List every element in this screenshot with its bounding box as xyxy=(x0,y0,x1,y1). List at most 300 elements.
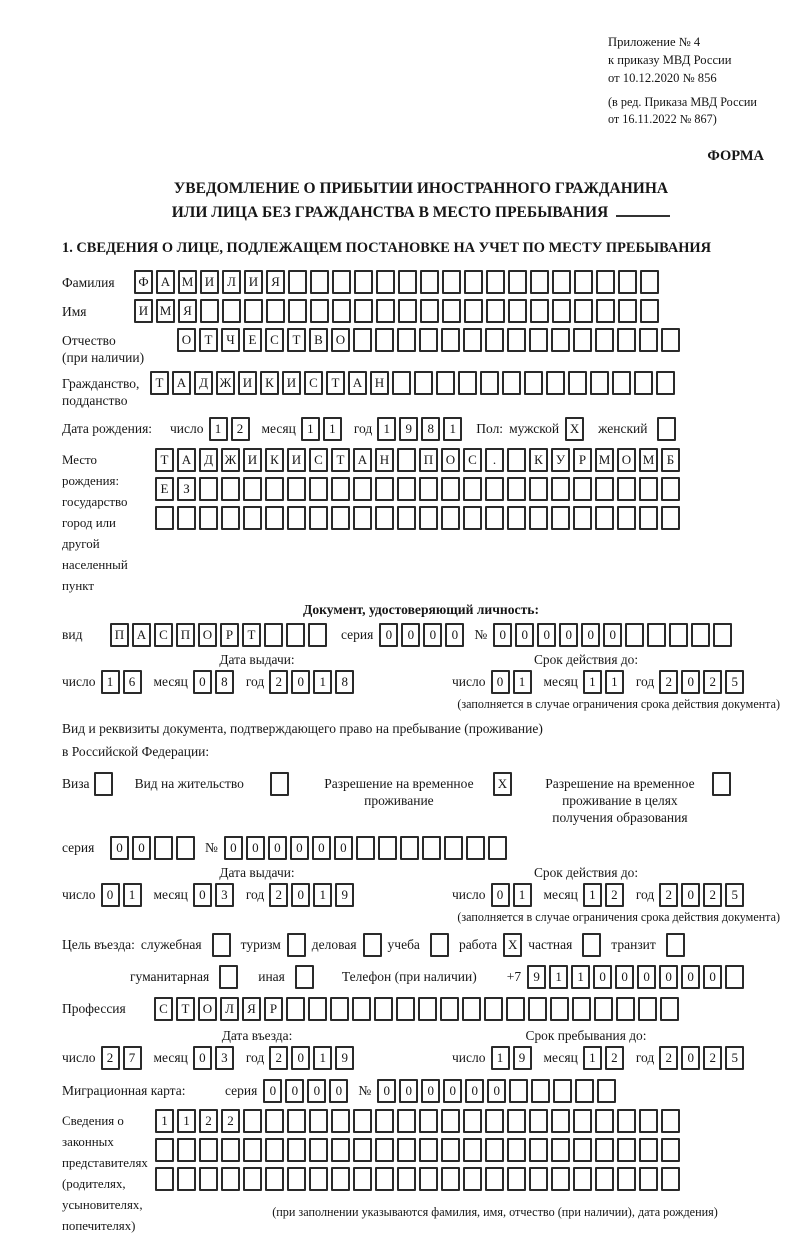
char-cell[interactable] xyxy=(397,1167,416,1191)
char-cell[interactable] xyxy=(374,997,393,1021)
char-cell[interactable]: 1 xyxy=(177,1109,196,1133)
char-cell[interactable] xyxy=(660,997,679,1021)
char-cell[interactable] xyxy=(331,1138,350,1162)
char-cell[interactable] xyxy=(287,506,306,530)
char-cell[interactable]: 0 xyxy=(329,1079,348,1103)
char-cell[interactable] xyxy=(177,506,196,530)
char-cell[interactable] xyxy=(595,477,614,501)
char-cell[interactable]: 2 xyxy=(703,670,722,694)
char-cell[interactable] xyxy=(574,270,593,294)
char-cell[interactable]: 9 xyxy=(513,1046,532,1070)
char-cell[interactable] xyxy=(661,506,680,530)
char-cell[interactable] xyxy=(265,1167,284,1191)
char-cell[interactable]: 1 xyxy=(155,1109,174,1133)
char-cell[interactable] xyxy=(573,1109,592,1133)
char-cell[interactable]: 0 xyxy=(401,623,420,647)
char-cell[interactable]: 1 xyxy=(513,670,532,694)
char-cell[interactable] xyxy=(551,1167,570,1191)
char-cell[interactable] xyxy=(634,371,653,395)
char-cell[interactable]: З xyxy=(177,477,196,501)
char-cell[interactable] xyxy=(550,997,569,1021)
char-cell[interactable] xyxy=(530,299,549,323)
purpose-transit-checkbox[interactable] xyxy=(666,933,685,957)
char-cell[interactable] xyxy=(397,448,416,472)
char-cell[interactable] xyxy=(309,506,328,530)
char-cell[interactable] xyxy=(594,997,613,1021)
char-cell[interactable] xyxy=(331,506,350,530)
char-cell[interactable]: 0 xyxy=(559,623,578,647)
char-cell[interactable]: 0 xyxy=(593,965,612,989)
char-cell[interactable]: Д xyxy=(194,371,213,395)
char-cell[interactable] xyxy=(616,997,635,1021)
char-cell[interactable] xyxy=(420,299,439,323)
char-cell[interactable] xyxy=(507,1167,526,1191)
char-cell[interactable]: М xyxy=(178,270,197,294)
char-cell[interactable] xyxy=(573,1138,592,1162)
char-cell[interactable] xyxy=(265,1109,284,1133)
char-cell[interactable]: Т xyxy=(287,328,306,352)
char-cell[interactable] xyxy=(287,1109,306,1133)
char-cell[interactable]: 0 xyxy=(110,836,129,860)
char-cell[interactable] xyxy=(353,477,372,501)
char-cell[interactable] xyxy=(375,328,394,352)
char-cell[interactable] xyxy=(221,477,240,501)
char-cell[interactable] xyxy=(442,299,461,323)
char-cell[interactable]: Е xyxy=(155,477,174,501)
char-cell[interactable]: О xyxy=(441,448,460,472)
char-cell[interactable] xyxy=(485,1109,504,1133)
char-cell[interactable] xyxy=(309,1138,328,1162)
char-cell[interactable]: Я xyxy=(178,299,197,323)
char-cell[interactable] xyxy=(353,1109,372,1133)
char-cell[interactable] xyxy=(441,477,460,501)
char-cell[interactable]: Н xyxy=(370,371,389,395)
char-cell[interactable]: 0 xyxy=(193,883,212,907)
char-cell[interactable] xyxy=(310,270,329,294)
char-cell[interactable]: Ф xyxy=(134,270,153,294)
char-cell[interactable]: М xyxy=(639,448,658,472)
char-cell[interactable] xyxy=(154,836,173,860)
char-cell[interactable] xyxy=(530,270,549,294)
char-cell[interactable]: 0 xyxy=(637,965,656,989)
char-cell[interactable] xyxy=(647,623,666,647)
char-cell[interactable]: С xyxy=(265,328,284,352)
char-cell[interactable]: 0 xyxy=(263,1079,282,1103)
char-cell[interactable] xyxy=(596,270,615,294)
char-cell[interactable] xyxy=(531,1079,550,1103)
char-cell[interactable] xyxy=(244,299,263,323)
char-cell[interactable]: 0 xyxy=(681,1046,700,1070)
char-cell[interactable] xyxy=(330,997,349,1021)
char-cell[interactable]: 1 xyxy=(301,417,320,441)
char-cell[interactable]: 0 xyxy=(465,1079,484,1103)
char-cell[interactable]: 2 xyxy=(231,417,250,441)
char-cell[interactable] xyxy=(507,506,526,530)
char-cell[interactable] xyxy=(618,299,637,323)
char-cell[interactable] xyxy=(574,299,593,323)
char-cell[interactable]: 0 xyxy=(445,623,464,647)
char-cell[interactable] xyxy=(199,506,218,530)
char-cell[interactable]: А xyxy=(353,448,372,472)
char-cell[interactable]: А xyxy=(156,270,175,294)
char-cell[interactable]: 8 xyxy=(335,670,354,694)
char-cell[interactable]: 0 xyxy=(421,1079,440,1103)
char-cell[interactable]: 0 xyxy=(493,623,512,647)
option-temp-residence-education-checkbox[interactable] xyxy=(712,772,731,796)
char-cell[interactable]: . xyxy=(485,448,504,472)
char-cell[interactable] xyxy=(590,371,609,395)
char-cell[interactable]: 0 xyxy=(291,883,310,907)
sex-male-checkbox[interactable]: X xyxy=(565,417,584,441)
char-cell[interactable] xyxy=(287,1138,306,1162)
char-cell[interactable]: 1 xyxy=(323,417,342,441)
char-cell[interactable]: 0 xyxy=(224,836,243,860)
char-cell[interactable]: 0 xyxy=(285,1079,304,1103)
char-cell[interactable] xyxy=(419,506,438,530)
purpose-humanitarian-checkbox[interactable] xyxy=(219,965,238,989)
char-cell[interactable]: И xyxy=(244,270,263,294)
char-cell[interactable] xyxy=(265,477,284,501)
char-cell[interactable] xyxy=(331,1109,350,1133)
char-cell[interactable]: Р xyxy=(220,623,239,647)
char-cell[interactable]: 0 xyxy=(659,965,678,989)
char-cell[interactable] xyxy=(264,623,283,647)
char-cell[interactable] xyxy=(568,371,587,395)
char-cell[interactable]: 1 xyxy=(583,883,602,907)
char-cell[interactable] xyxy=(265,506,284,530)
purpose-commercial-checkbox[interactable] xyxy=(363,933,382,957)
char-cell[interactable] xyxy=(286,623,305,647)
char-cell[interactable] xyxy=(552,270,571,294)
char-cell[interactable]: 0 xyxy=(603,623,622,647)
char-cell[interactable]: Л xyxy=(220,997,239,1021)
char-cell[interactable] xyxy=(485,477,504,501)
char-cell[interactable] xyxy=(528,997,547,1021)
char-cell[interactable]: Т xyxy=(155,448,174,472)
char-cell[interactable] xyxy=(397,1138,416,1162)
char-cell[interactable]: 0 xyxy=(291,670,310,694)
char-cell[interactable] xyxy=(463,1138,482,1162)
char-cell[interactable] xyxy=(617,1138,636,1162)
char-cell[interactable] xyxy=(286,997,305,1021)
char-cell[interactable] xyxy=(507,328,526,352)
char-cell[interactable]: 0 xyxy=(537,623,556,647)
char-cell[interactable] xyxy=(466,836,485,860)
char-cell[interactable] xyxy=(221,506,240,530)
char-cell[interactable]: 0 xyxy=(379,623,398,647)
char-cell[interactable]: С xyxy=(309,448,328,472)
char-cell[interactable]: 7 xyxy=(123,1046,142,1070)
char-cell[interactable] xyxy=(221,1167,240,1191)
char-cell[interactable]: П xyxy=(110,623,129,647)
char-cell[interactable] xyxy=(375,506,394,530)
char-cell[interactable] xyxy=(441,1138,460,1162)
char-cell[interactable] xyxy=(507,1138,526,1162)
char-cell[interactable] xyxy=(441,1109,460,1133)
char-cell[interactable] xyxy=(573,506,592,530)
char-cell[interactable]: 0 xyxy=(193,1046,212,1070)
char-cell[interactable] xyxy=(529,1109,548,1133)
char-cell[interactable] xyxy=(155,506,174,530)
char-cell[interactable] xyxy=(669,623,688,647)
char-cell[interactable]: 6 xyxy=(123,670,142,694)
char-cell[interactable] xyxy=(414,371,433,395)
char-cell[interactable] xyxy=(397,506,416,530)
char-cell[interactable] xyxy=(463,1109,482,1133)
char-cell[interactable] xyxy=(572,997,591,1021)
char-cell[interactable] xyxy=(573,328,592,352)
char-cell[interactable]: М xyxy=(156,299,175,323)
char-cell[interactable] xyxy=(200,299,219,323)
char-cell[interactable]: 2 xyxy=(659,1046,678,1070)
char-cell[interactable] xyxy=(507,448,526,472)
char-cell[interactable] xyxy=(177,1167,196,1191)
char-cell[interactable]: 1 xyxy=(583,1046,602,1070)
char-cell[interactable] xyxy=(177,1138,196,1162)
char-cell[interactable] xyxy=(353,328,372,352)
char-cell[interactable]: У xyxy=(551,448,570,472)
char-cell[interactable] xyxy=(639,1109,658,1133)
char-cell[interactable] xyxy=(463,477,482,501)
char-cell[interactable] xyxy=(480,371,499,395)
char-cell[interactable]: 2 xyxy=(605,1046,624,1070)
char-cell[interactable]: 0 xyxy=(399,1079,418,1103)
char-cell[interactable] xyxy=(375,1138,394,1162)
char-cell[interactable]: Р xyxy=(573,448,592,472)
purpose-work-checkbox[interactable]: X xyxy=(503,933,522,957)
char-cell[interactable] xyxy=(398,270,417,294)
char-cell[interactable] xyxy=(639,1167,658,1191)
purpose-tourism-checkbox[interactable] xyxy=(287,933,306,957)
char-cell[interactable] xyxy=(243,1109,262,1133)
char-cell[interactable] xyxy=(691,623,710,647)
char-cell[interactable] xyxy=(376,270,395,294)
char-cell[interactable] xyxy=(485,328,504,352)
char-cell[interactable]: С xyxy=(304,371,323,395)
char-cell[interactable] xyxy=(354,299,373,323)
char-cell[interactable]: М xyxy=(595,448,614,472)
char-cell[interactable]: 1 xyxy=(209,417,228,441)
char-cell[interactable]: О xyxy=(177,328,196,352)
char-cell[interactable] xyxy=(356,836,375,860)
char-cell[interactable] xyxy=(661,328,680,352)
char-cell[interactable] xyxy=(502,371,521,395)
char-cell[interactable]: 0 xyxy=(423,623,442,647)
purpose-private-checkbox[interactable] xyxy=(582,933,601,957)
char-cell[interactable] xyxy=(397,328,416,352)
char-cell[interactable] xyxy=(597,1079,616,1103)
option-visa-checkbox[interactable] xyxy=(94,772,113,796)
char-cell[interactable]: 0 xyxy=(681,670,700,694)
char-cell[interactable]: 3 xyxy=(215,1046,234,1070)
char-cell[interactable] xyxy=(464,299,483,323)
char-cell[interactable] xyxy=(595,1167,614,1191)
char-cell[interactable]: Т xyxy=(199,328,218,352)
char-cell[interactable] xyxy=(458,371,477,395)
char-cell[interactable] xyxy=(640,299,659,323)
char-cell[interactable] xyxy=(488,836,507,860)
char-cell[interactable]: 3 xyxy=(215,883,234,907)
char-cell[interactable] xyxy=(551,1109,570,1133)
char-cell[interactable] xyxy=(596,299,615,323)
char-cell[interactable]: Б xyxy=(661,448,680,472)
char-cell[interactable] xyxy=(617,328,636,352)
char-cell[interactable] xyxy=(507,477,526,501)
char-cell[interactable] xyxy=(529,506,548,530)
char-cell[interactable] xyxy=(551,477,570,501)
char-cell[interactable] xyxy=(551,1138,570,1162)
char-cell[interactable] xyxy=(529,477,548,501)
char-cell[interactable]: 2 xyxy=(269,1046,288,1070)
char-cell[interactable]: Ж xyxy=(216,371,235,395)
char-cell[interactable]: И xyxy=(243,448,262,472)
char-cell[interactable]: Р xyxy=(264,997,283,1021)
char-cell[interactable]: О xyxy=(331,328,350,352)
option-temp-residence-checkbox[interactable]: X xyxy=(493,772,512,796)
char-cell[interactable] xyxy=(508,270,527,294)
char-cell[interactable]: 2 xyxy=(605,883,624,907)
char-cell[interactable] xyxy=(546,371,565,395)
char-cell[interactable]: Т xyxy=(176,997,195,1021)
char-cell[interactable]: 0 xyxy=(132,836,151,860)
char-cell[interactable]: 0 xyxy=(443,1079,462,1103)
char-cell[interactable]: 0 xyxy=(491,670,510,694)
char-cell[interactable]: Н xyxy=(375,448,394,472)
char-cell[interactable]: 1 xyxy=(549,965,568,989)
char-cell[interactable] xyxy=(463,328,482,352)
char-cell[interactable] xyxy=(243,1167,262,1191)
char-cell[interactable]: К xyxy=(260,371,279,395)
char-cell[interactable] xyxy=(310,299,329,323)
char-cell[interactable]: С xyxy=(154,997,173,1021)
char-cell[interactable]: 1 xyxy=(313,670,332,694)
char-cell[interactable] xyxy=(309,1109,328,1133)
char-cell[interactable]: 1 xyxy=(313,1046,332,1070)
char-cell[interactable] xyxy=(418,997,437,1021)
char-cell[interactable]: 0 xyxy=(615,965,634,989)
char-cell[interactable] xyxy=(485,506,504,530)
char-cell[interactable] xyxy=(553,1079,572,1103)
char-cell[interactable] xyxy=(441,1167,460,1191)
purpose-study-checkbox[interactable] xyxy=(430,933,449,957)
char-cell[interactable]: К xyxy=(265,448,284,472)
char-cell[interactable]: Л xyxy=(222,270,241,294)
char-cell[interactable] xyxy=(486,299,505,323)
char-cell[interactable]: 0 xyxy=(101,883,120,907)
char-cell[interactable]: 0 xyxy=(491,883,510,907)
char-cell[interactable] xyxy=(617,1167,636,1191)
char-cell[interactable] xyxy=(486,270,505,294)
char-cell[interactable]: 2 xyxy=(659,883,678,907)
char-cell[interactable] xyxy=(617,506,636,530)
char-cell[interactable]: С xyxy=(463,448,482,472)
char-cell[interactable]: С xyxy=(154,623,173,647)
char-cell[interactable] xyxy=(222,299,241,323)
char-cell[interactable] xyxy=(573,1167,592,1191)
char-cell[interactable]: П xyxy=(419,448,438,472)
char-cell[interactable]: П xyxy=(176,623,195,647)
char-cell[interactable] xyxy=(375,1167,394,1191)
char-cell[interactable] xyxy=(441,328,460,352)
char-cell[interactable]: 1 xyxy=(491,1046,510,1070)
char-cell[interactable]: 9 xyxy=(527,965,546,989)
char-cell[interactable] xyxy=(661,477,680,501)
char-cell[interactable] xyxy=(463,1167,482,1191)
char-cell[interactable] xyxy=(331,477,350,501)
char-cell[interactable] xyxy=(440,997,459,1021)
char-cell[interactable]: 9 xyxy=(399,417,418,441)
char-cell[interactable] xyxy=(420,270,439,294)
char-cell[interactable] xyxy=(661,1167,680,1191)
char-cell[interactable]: 0 xyxy=(193,670,212,694)
char-cell[interactable]: 0 xyxy=(377,1079,396,1103)
char-cell[interactable]: 0 xyxy=(681,883,700,907)
char-cell[interactable]: 0 xyxy=(681,965,700,989)
char-cell[interactable] xyxy=(441,506,460,530)
char-cell[interactable]: 1 xyxy=(443,417,462,441)
char-cell[interactable] xyxy=(529,328,548,352)
char-cell[interactable] xyxy=(308,997,327,1021)
char-cell[interactable] xyxy=(524,371,543,395)
char-cell[interactable] xyxy=(398,299,417,323)
char-cell[interactable]: К xyxy=(529,448,548,472)
char-cell[interactable]: 1 xyxy=(571,965,590,989)
char-cell[interactable]: 1 xyxy=(101,670,120,694)
char-cell[interactable] xyxy=(419,1167,438,1191)
char-cell[interactable] xyxy=(639,328,658,352)
char-cell[interactable]: Д xyxy=(199,448,218,472)
char-cell[interactable] xyxy=(661,1109,680,1133)
char-cell[interactable]: 2 xyxy=(269,670,288,694)
char-cell[interactable]: 0 xyxy=(334,836,353,860)
char-cell[interactable]: 0 xyxy=(291,1046,310,1070)
char-cell[interactable]: 0 xyxy=(487,1079,506,1103)
char-cell[interactable] xyxy=(442,270,461,294)
char-cell[interactable]: Я xyxy=(242,997,261,1021)
char-cell[interactable] xyxy=(422,836,441,860)
char-cell[interactable] xyxy=(352,997,371,1021)
char-cell[interactable] xyxy=(595,1109,614,1133)
char-cell[interactable]: 5 xyxy=(725,1046,744,1070)
char-cell[interactable]: 0 xyxy=(268,836,287,860)
char-cell[interactable] xyxy=(639,1138,658,1162)
char-cell[interactable]: 1 xyxy=(123,883,142,907)
char-cell[interactable]: 5 xyxy=(725,883,744,907)
char-cell[interactable]: 1 xyxy=(605,670,624,694)
char-cell[interactable]: Т xyxy=(150,371,169,395)
char-cell[interactable]: Т xyxy=(242,623,261,647)
char-cell[interactable] xyxy=(640,270,659,294)
char-cell[interactable] xyxy=(551,506,570,530)
char-cell[interactable] xyxy=(400,836,419,860)
char-cell[interactable]: И xyxy=(287,448,306,472)
char-cell[interactable]: О xyxy=(198,623,217,647)
char-cell[interactable]: Т xyxy=(331,448,350,472)
char-cell[interactable] xyxy=(155,1167,174,1191)
char-cell[interactable] xyxy=(354,270,373,294)
char-cell[interactable] xyxy=(617,1109,636,1133)
char-cell[interactable] xyxy=(199,477,218,501)
char-cell[interactable] xyxy=(462,997,481,1021)
char-cell[interactable] xyxy=(625,623,644,647)
char-cell[interactable] xyxy=(309,477,328,501)
char-cell[interactable]: 9 xyxy=(335,1046,354,1070)
char-cell[interactable] xyxy=(353,1167,372,1191)
char-cell[interactable]: А xyxy=(348,371,367,395)
char-cell[interactable] xyxy=(221,1138,240,1162)
char-cell[interactable] xyxy=(639,506,658,530)
char-cell[interactable]: А xyxy=(177,448,196,472)
